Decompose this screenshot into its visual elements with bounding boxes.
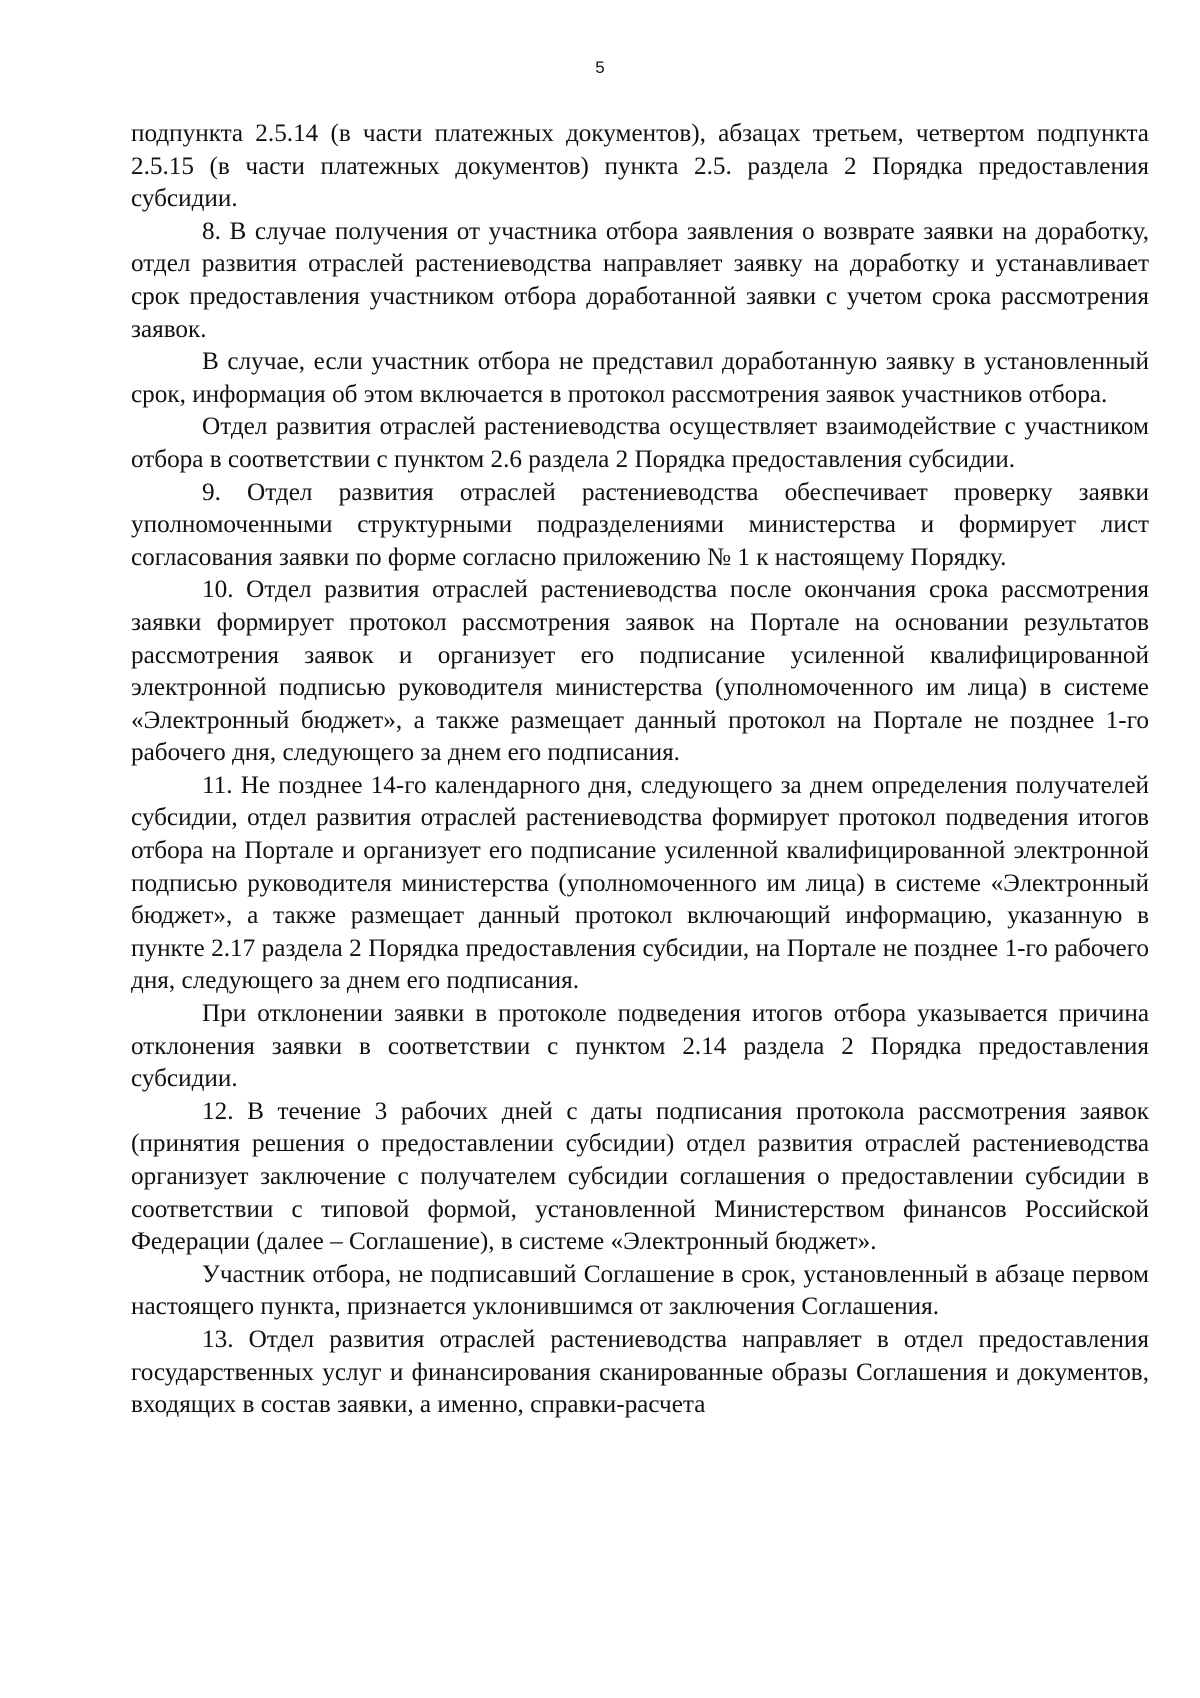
paragraph-item-13: 13. Отдел развития отраслей растениеводства направляет в отдел предоставления государственных услуг и финансирования сканированные образы Соглашения и документов, входящих в состав заявки, а именно, справки-расчета: [131, 1325, 1149, 1419]
paragraph-item-11-rejection: При отклонении заявки в протоколе подведения итогов отбора указывается причина отклонения заявки в соответствии с пунктом 2.14 раздела 2 Порядка предоставления субсидии.: [131, 1000, 1149, 1093]
paragraph-item-8: 8. В случае получения от участника отбора заявления о возврате заявки на доработку, отдел развития отраслей растениеводства направляет заявку на доработку и устанавливает срок предоставления участником отбора доработанной заявки с учетом срока рассмотрения заявок.: [131, 217, 1149, 343]
paragraph-item-11: 11. Не позднее 14-го календарного дня, следующего за днем определения получателей субсидии, отдел развития отраслей растениеводства формирует протокол подведения итогов отбора на Портале и организует его подписание усиленной квалифицированной электронной подписью руководителя министерства (уполномоченного им лица) в системе «Электронный бюджет», а также размещает данный протокол включающий информацию, указанную в пункте 2.17 раздела 2 Порядка предоставления субсидии, на Портале не позднее 1-го рабочего дня, следующего за днем его подписания.: [131, 771, 1149, 995]
document-body: [131, 118, 1149, 1422]
paragraph-item-12-evasion: Участник отбора, не подписавший Соглашение в срок, установленный в абзаце первом настоящего пункта, признается уклонившимся от заключения Соглашения.: [131, 1260, 1149, 1321]
paragraph-item-12: 12. В течение 3 рабочих дней с даты подписания протокола рассмотрения заявок (принятия решения о предоставлении субсидии) отдел развития отраслей растениеводства организует заключение с получателем субсидии соглашения о предоставлении субсидии в соответствии с типовой формой, установленной Министерством финансов Российской Федерации (далее – Соглашение), в системе «Электронный бюджет».: [131, 1097, 1149, 1256]
paragraph-continuation: подпункта 2.5.14 (в части платежных документов), абзацах третьем, четвертом подпункта 2.5.15 (в части платежных документов) пункта 2.5. раздела 2 Порядка предоставления субсидии.: [131, 120, 1149, 213]
page-number: 5: [595, 58, 605, 77]
paragraph-item-9: 9. Отдел развития отраслей растениеводства обеспечивает проверку заявки уполномоченными структурными подразделениями министерства и формирует лист согласования заявки по форме согласно приложению № 1 к настоящему Порядку.: [131, 478, 1149, 571]
paragraph-item-8-interaction: Отдел развития отраслей растениеводства осуществляет взаимодействие с участником отбора в соответствии с пунктом 2.6 раздела 2 Порядка предоставления субсидии.: [131, 413, 1149, 473]
paragraph-item-8-deadline: В случае, если участник отбора не представил доработанную заявку в установленный срок, информация об этом включается в протокол рассмотрения заявок участников отбора.: [131, 348, 1149, 408]
paragraph-item-10: 10. Отдел развития отраслей растениеводства после окончания срока рассмотрения заявки формирует протокол рассмотрения заявок на Портале на основании результатов рассмотрения заявок и организует его подписание усиленной квалифицированной электронной подписью руководителя министерства (уполномоченного им лица) в системе «Электронный бюджет», а также размещает данный протокол на Портале не позднее 1-го рабочего дня, следующего за днем его подписания.: [131, 576, 1149, 767]
